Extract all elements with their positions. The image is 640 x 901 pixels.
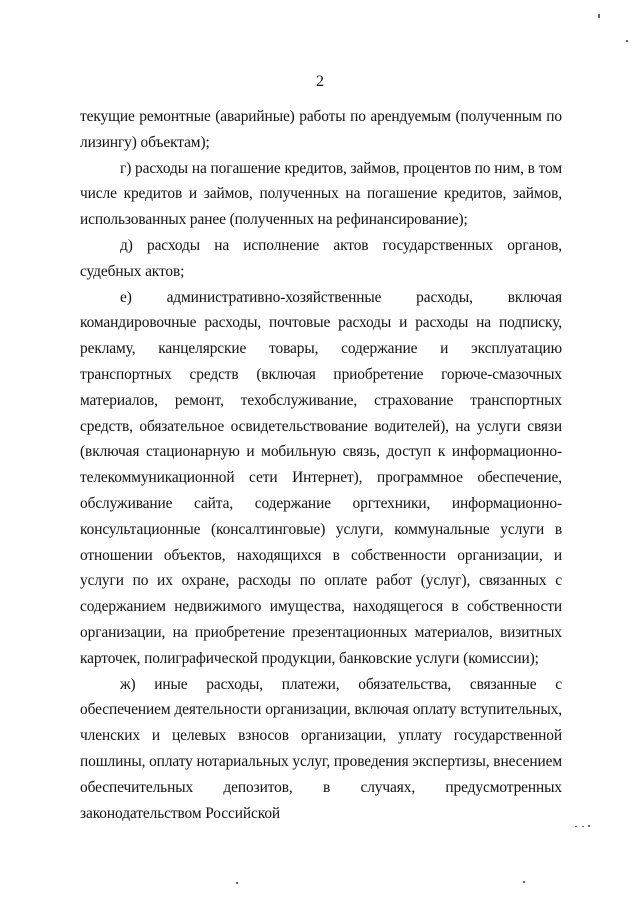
scan-speck (598, 14, 600, 18)
page-number: 2 (316, 73, 324, 90)
scan-speck (626, 40, 628, 42)
scan-speck (588, 825, 590, 827)
paragraph-item-e: е) административно-хозяйственные расходы, включая командировочные расходы, почтовые расходы и расходы на подписку, рекламу, канцелярские товары, содержание и эксплуатацию транспортных средств (включая приобретение горюче-смазочных материалов, ремонт, техобслуживание, страхование транспортных средств, обязательное освидетельствование водителей), на услуги связи (включая стационарную и мобильную связь, доступ к информационно-телекоммуникационной сети Интернет), программное обеспечение, обслуживание сайта, содержание оргтехники, информационно-консультационные (консалтинговые) услуги, коммунальные услуги в отношении объектов, находящихся в собственности организации, и услуги по их охране, расходы по оплате работ (услуг), связанных с содержанием недвижимого имущества, находящегося в собственности организации, на приобретение презентационных материалов, визитных карточек, полиграфической продукции, банковские услуги (комиссии); (80, 288, 562, 667)
scan-speck (523, 881, 525, 883)
scan-speck (236, 882, 238, 884)
paragraph-item-zh: ж) иные расходы, платежи, обязательства, связанные с обеспечением деятельности организации, включая оплату вступительных, членских и целевых взносов организации, уплату государственной пошлины, оплату нотариальных услуг, проведения экспертизы, внесением обеспечительных депозитов, в случаях, предусмотренных законодательством Российской (80, 675, 562, 822)
paragraph-item-g: г) расходы на погашение кредитов, займов, процентов по ним, в том числе кредитов и займов, полученных на погашение кредитов, займов, использованных ранее (полученных на рефинансирование); (80, 159, 562, 229)
scan-speck (575, 826, 577, 827)
scan-speck (582, 826, 584, 827)
document-body (80, 104, 562, 826)
paragraph-continuation: текущие ремонтные (аварийные) работы по арендуемым (полученным по лизингу) объектам); (80, 108, 562, 151)
paragraph-item-d: д) расходы на исполнение актов государственных органов, судебных актов; (80, 236, 562, 280)
